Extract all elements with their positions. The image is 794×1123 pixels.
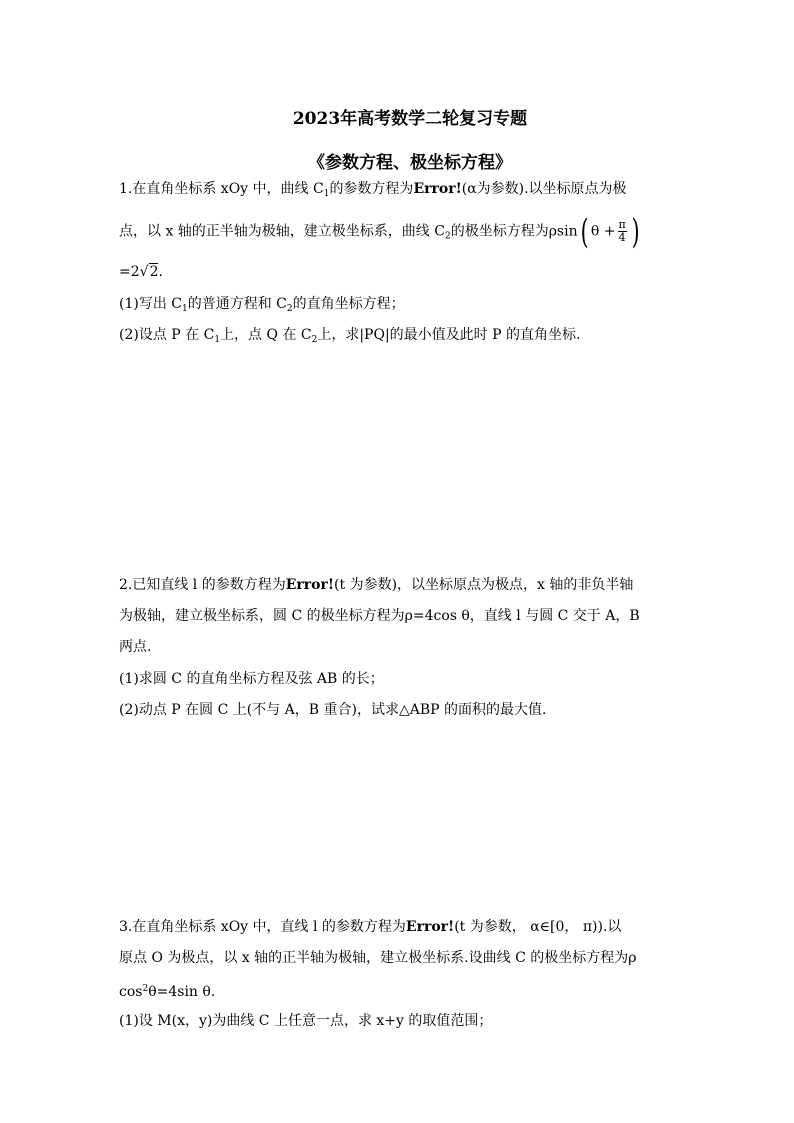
q2-part-1: (1)求圆 C 的直角坐标方程及弦 AB 的长； — [119, 671, 384, 687]
q3-part-1: (1)设 M(x，y)为曲线 C 上任意一点，求 x+y 的取值范围； — [119, 1013, 493, 1029]
error-field: Error! — [413, 181, 462, 197]
document-title: 2023年高考数学二轮复习专题 — [292, 109, 528, 129]
q1-part-2: (2)设点 P 在 $C_1$上，点 Q 在 $C_2$上，求|PQ|的最小值及此时 P 的直角坐标. — [119, 327, 581, 345]
q1-line-3: =2√2. — [119, 264, 163, 280]
error-field: Error! — [285, 577, 335, 593]
q3-line-3: $\cos^2\theta=4\sin$ θ. — [119, 984, 216, 1000]
q1-line-1: 1.在直角坐标系 xOy 中，曲线 $C_1$的参数方程为Error!(α为参数).以坐标原点为极 — [119, 181, 627, 199]
document-subtitle: 《参数方程、极坐标方程》 — [308, 153, 512, 173]
q1-part-1: (1)写出 $C_1$的普通方程和 $C_2$的直角坐标方程； — [119, 296, 405, 314]
q2-part-2: (2)动点 P 在圆 C 上(不与 A，B 重合)，试求△ABP 的面积的最大值. — [119, 702, 547, 718]
q2-line-2: 为极轴，建立极坐标系，圆 C 的极坐标方程为ρ=4cos θ，直线 l 与圆 C 交于 A，B — [119, 608, 640, 624]
q1-line-2: 点，以 x 轴的正半轴为极轴，建立极坐标系，曲线 $C_2$的极坐标方程为ρsin( θ + $\frac{\pi}{4}$ ) — [119, 211, 640, 252]
pi-over-4-fraction: $\frac{\pi}{4}$ — [618, 218, 626, 244]
q2-line-1: 2.已知直线 l 的参数方程为Error!(t 为参数)，以坐标原点为极点，x 轴的非负半轴 — [119, 577, 634, 593]
error-field: Error! — [405, 919, 455, 935]
q2-line-3: 两点. — [119, 639, 152, 655]
sqrt-symbol: √ — [139, 264, 149, 280]
q3-line-1: 3.在直角坐标系 xOy 中，直线 l 的参数方程为Error!(t 为参数， α∈[0， π)).以 — [119, 919, 622, 935]
q3-line-2: 原点 O 为极点，以 x 轴的正半轴为极轴，建立极坐标系.设曲线 C 的极坐标方程为ρ — [119, 950, 637, 966]
